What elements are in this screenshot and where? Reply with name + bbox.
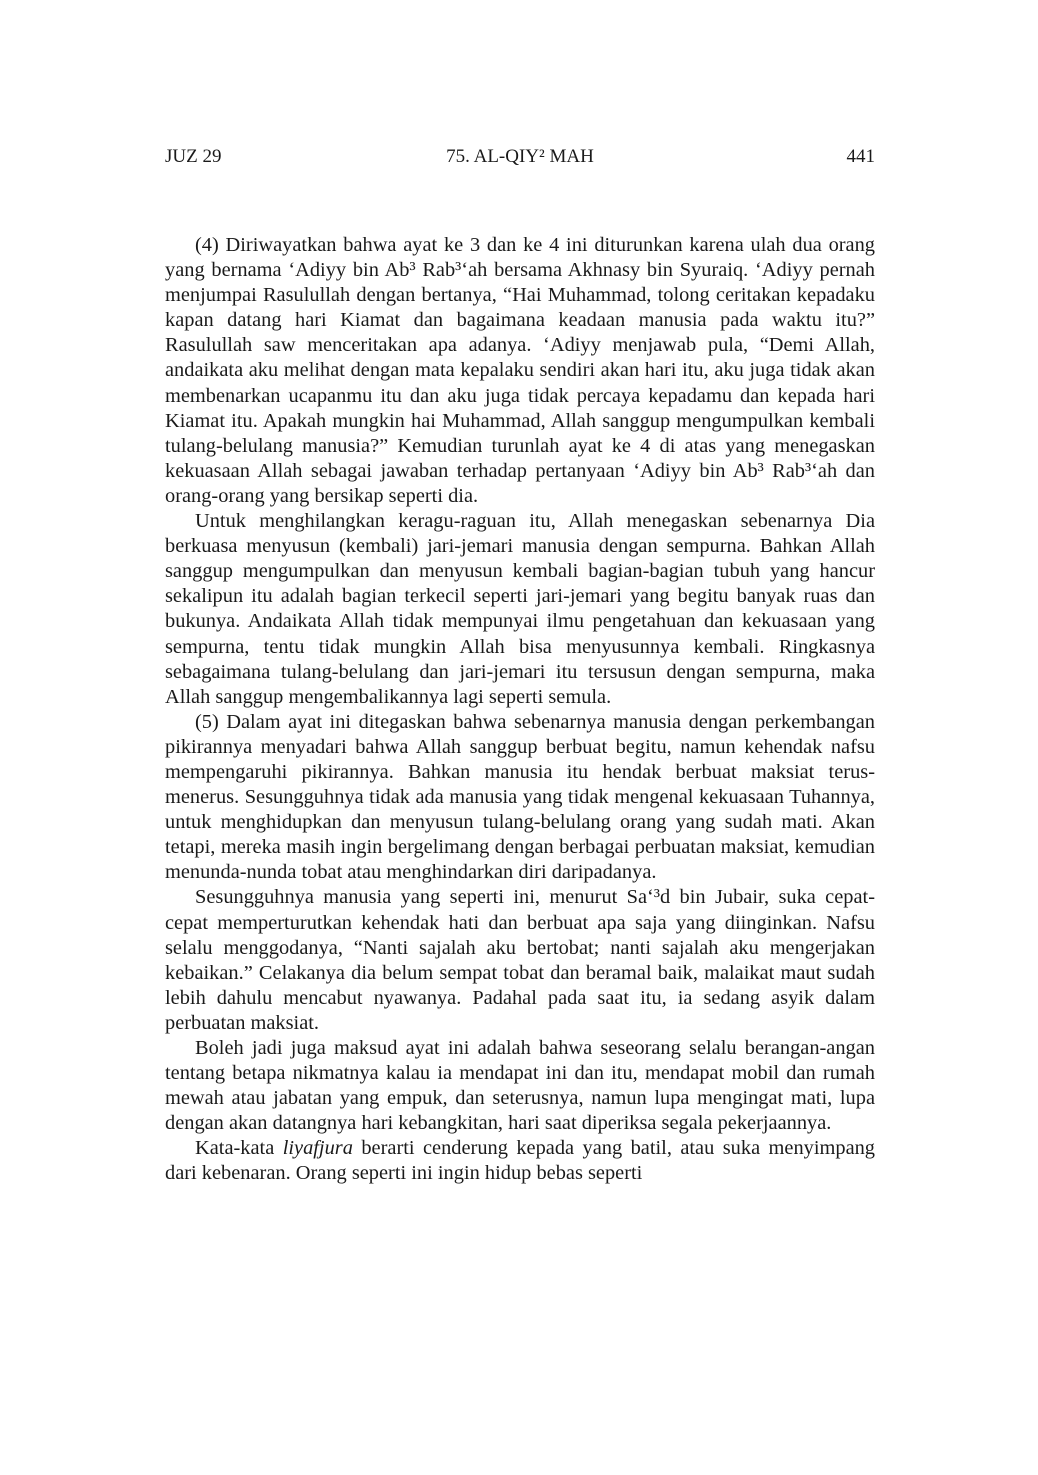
italic-term: liyafjura: [282, 1137, 353, 1160]
paragraph-3: (5) Dalam ayat ini ditegaskan bahwa sebenarnya manusia dengan perkembangan pikirannya menyadari bahwa Allah sanggup berbuat begitu, namun kehendak nafsu mempengaruhi pikirannya. Bahkan manusia itu hendak berbuat maksiat terus-menerus. Sesungguhnya tidak ada manusia yang tidak mengenal kekuasaan Tuhannya, untuk menghidupkan dan menyusun tulang-belulang orang yang sudah mati. Akan tetapi, mereka masih ingin bergelimang dengan berbagai perbuatan maksiat, kemudian menunda-nunda tobat atau menghindarkan diri daripadanya.: [165, 710, 875, 884]
paragraph-6-rest: berarti cenderung kepada yang batil, atau suka menyimpang dari kebenaran. Orang seperti ini ingin hidup bebas seperti: [165, 1137, 876, 1185]
paragraph-1: (4) Diriwayatkan bahwa ayat ke 3 dan ke 4 ini diturunkan karena ulah dua orang yang bernama ‘Adiyy bin Ab³ Rab³‘ah bersama Akhnasy bin Syuraiq. ‘Adiyy pernah menjumpai Rasulullah dengan bertanya, “Hai Muhammad, tolong ceritakan kepadaku kapan datang hari Kiamat dan bagaimana keadaan manusia pada waktu itu?” Rasulullah saw menceritakan apa adanya. ‘Adiyy menjawab pula, “Demi Allah, andaikata aku melihat dengan mata kepalaku sendiri akan hari itu, aku juga tidak akan membenarkan ucapanmu itu dan aku juga tidak percaya kepadamu dan kepada hari Kiamat itu. Apakah mungkin hai Muhammad, Allah sanggup mengumpulkan kembali tulang-belulang manusia?” Kemudian turunlah ayat ke 4 di atas yang menegaskan kekuasaan Allah sebagai jawaban terhadap pertanyaan ‘Adiyy bin Ab³ Rab³‘ah dan orang-orang yang bersikap seperti dia.: [165, 234, 875, 507]
page-number: 441: [846, 146, 875, 167]
juz-label: JUZ 29: [165, 146, 222, 167]
paragraph-5: Boleh jadi juga maksud ayat ini adalah bahwa seseorang selalu berangan-angan tentang betapa nikmatnya kalau ia mendapat ini dan itu, mendapat mobil dan rumah mewah atau jabatan yang empuk, dan seterusnya, namun lupa mengingat mati, lupa dengan akan datangnya hari kebangkitan, hari saat diperiksa segala pekerjaannya.: [165, 1037, 875, 1135]
paragraph-2: Untuk menghilangkan keragu-raguan itu, Allah menegaskan sebenarnya Dia berkuasa menyusun (kembali) jari-jemari manusia dengan sempurna. Bahkan Allah sanggup mengumpulkan dan menyusun kembali bagian-bagian tubuh yang hancur sekalipun itu adalah bagian terkecil seperti jari-jemari yang begitu banyak ruas dan bukunya. Andaikata Allah tidak mempunyai ilmu pengetahuan dan kekuasaan yang sempurna, tentu tidak mungkin Allah bisa menyusunnya kembali. Ringkasnya sebagaimana tulang-belulang dan jari-jemari itu tersusun dengan sempurna, maka Allah sanggup mengembalikannya lagi seperti semula.: [165, 510, 875, 708]
paragraph-6: [165, 1136, 875, 1186]
page-header: [165, 146, 875, 174]
paragraph-4: Sesungguhnya manusia yang seperti ini, menurut Sa‘³d bin Jubair, suka cepat-cepat memperturutkan kehendak hati dan berbuat apa saja yang diinginkan. Nafsu selalu menggodanya, “Nanti sajalah aku bertobat; nanti sajalah aku mengerjakan kebaikan.” Celakanya dia belum sempat tobat dan beramal baik, malaikat maut sudah lebih dahulu mencabut nyawanya. Padahal pada saat itu, ia sedang asyik dalam perbuatan maksiat.: [165, 886, 875, 1034]
surah-title: 75. AL-QIY² MAH: [446, 146, 594, 167]
page-body: [165, 233, 875, 1187]
paragraph-6-start: Kata-kata: [195, 1137, 283, 1160]
